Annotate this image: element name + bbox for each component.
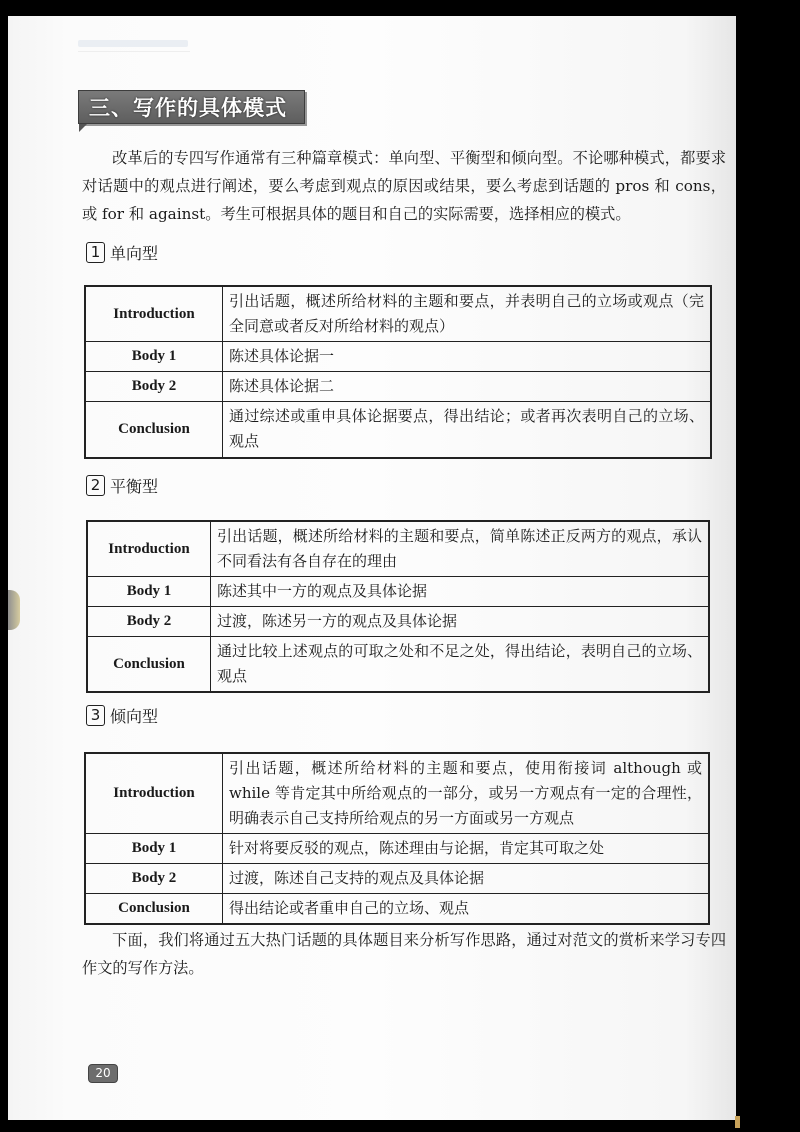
- table-row: [87, 521, 709, 577]
- book-page: [8, 16, 736, 1120]
- mode-1-table: [84, 285, 712, 459]
- mode-1-heading: [86, 241, 158, 264]
- row-key: Body 2: [85, 372, 223, 402]
- row-key: Body 1: [85, 834, 223, 864]
- row-key: Body 1: [85, 342, 223, 372]
- closing-paragraph-text: 下面，我们将通过五大热门话题的具体题目来分析写作思路，通过对范文的赏析来学习专四作文的写作方法。: [82, 931, 726, 977]
- row-value: 通过比较上述观点的可取之处和不足之处，得出结论，表明自己的立场、观点: [211, 637, 710, 693]
- page-number-badge: 20: [88, 1064, 118, 1083]
- closing-paragraph: [82, 926, 726, 982]
- row-key: Introduction: [85, 286, 223, 342]
- row-value: 引出话题，概述所给材料的主题和要点，使用衔接词 although 或 while 等肯定其中所给观点的一部分，或另一方观点有一定的合理性，明确表示自己支持所给观点的另一方面或另一方观点: [223, 753, 710, 834]
- mode-2-heading: [86, 474, 158, 497]
- row-key: Body 2: [87, 607, 211, 637]
- row-key: Introduction: [87, 521, 211, 577]
- table-row: [85, 753, 709, 834]
- running-header: [78, 40, 188, 47]
- table-row: [85, 342, 711, 372]
- row-value: 引出话题，概述所给材料的主题和要点，并表明自己的立场或观点（完全同意或者反对所给材料的观点）: [223, 286, 712, 342]
- mode-3-table: [84, 752, 710, 925]
- header-rule: [78, 51, 190, 52]
- table-row: [85, 372, 711, 402]
- table-row: [85, 894, 709, 925]
- row-key: Conclusion: [87, 637, 211, 693]
- mode-3-name: 倾向型: [110, 707, 159, 726]
- row-key: Body 1: [87, 577, 211, 607]
- table-row: [85, 834, 709, 864]
- intro-paragraph-text: 改革后的专四写作通常有三种篇章模式：单向型、平衡型和倾向型。不论哪种模式，都要求对话题中的观点进行阐述，要么考虑到观点的原因或结果，要么考虑到话题的 pros 和 cons，或 for 和 against。考生可根据具体的题目和自己的实际需要，选择相应的模式。: [82, 149, 726, 223]
- table-row: [85, 864, 709, 894]
- table-row: [87, 607, 709, 637]
- row-value: 通过综述或重申具体论据要点，得出结论；或者再次表明自己的立场、观点: [223, 402, 712, 458]
- mode-1-name: 单向型: [110, 244, 159, 263]
- row-value: 陈述具体论据二: [223, 372, 712, 402]
- table-row: [85, 286, 711, 342]
- row-key: Body 2: [85, 864, 223, 894]
- mode-2-name: 平衡型: [110, 477, 159, 496]
- row-key: Introduction: [85, 753, 223, 834]
- number-box-icon: 3: [86, 705, 105, 726]
- section-title-banner: 三、写作的具体模式: [78, 90, 305, 124]
- row-value: 过渡，陈述另一方的观点及具体论据: [211, 607, 710, 637]
- intro-paragraph: [82, 144, 726, 228]
- table-row: [85, 402, 711, 458]
- row-value: 针对将要反驳的观点，陈述理由与论据，肯定其可取之处: [223, 834, 710, 864]
- row-value: 陈述其中一方的观点及具体论据: [211, 577, 710, 607]
- mode-3-heading: [86, 704, 158, 727]
- row-value: 引出话题，概述所给材料的主题和要点，简单陈述正反两方的观点，承认不同看法有各自存在的理由: [211, 521, 710, 577]
- row-key: Conclusion: [85, 402, 223, 458]
- row-value: 得出结论或者重申自己的立场、观点: [223, 894, 710, 925]
- mode-2-table: [86, 520, 710, 693]
- row-value: 过渡，陈述自己支持的观点及具体论据: [223, 864, 710, 894]
- number-box-icon: 2: [86, 475, 105, 496]
- table-row: [87, 577, 709, 607]
- binding-edge: [8, 590, 20, 630]
- banner-fold-icon: [79, 124, 87, 132]
- corner-mark: [735, 1116, 740, 1128]
- row-key: Conclusion: [85, 894, 223, 925]
- number-box-icon: 1: [86, 242, 105, 263]
- row-value: 陈述具体论据一: [223, 342, 712, 372]
- table-row: [87, 637, 709, 693]
